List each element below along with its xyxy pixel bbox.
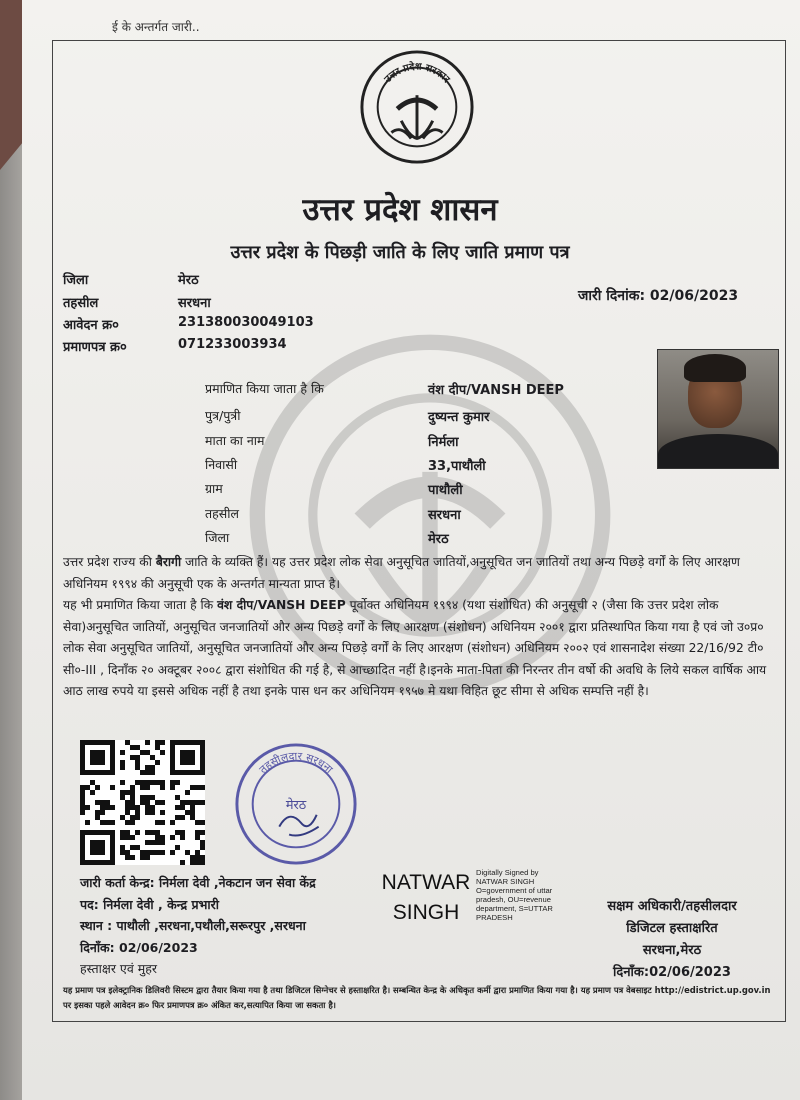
meta-label-application-no: आवेदन क्र०	[63, 318, 119, 333]
issuer-date: दिनाँक: 02/06/2023	[80, 940, 198, 955]
meta-label-district: जिला	[63, 273, 89, 288]
detail-value-district: मेरठ	[428, 532, 449, 547]
detail-value-name: वंश दीप/VANSH DEEP	[428, 383, 564, 398]
meta-value-certificate-no: 071233003934	[178, 337, 287, 352]
paragraph-certification	[63, 595, 769, 703]
page-title: उत्तर प्रदेश शासन	[302, 192, 498, 228]
detail-label: ग्राम	[205, 481, 223, 496]
svg-text:उत्तर प्रदेश सरकार: उत्तर प्रदेश सरकार	[382, 61, 452, 86]
issuer-place: स्थान : पाथौली ,सरधना,पथौली,सरूरपुर ,सरधना	[80, 918, 306, 933]
authority-digital-signed: डिजिटल हस्ताक्षरित	[626, 921, 718, 936]
caste-name: बैरागी	[155, 555, 182, 569]
digital-signature-details: Digitally Signed by NATWAR SINGH O=government of uttar pradesh, OU=revenue department, S=UTTAR PRADESH	[476, 868, 553, 922]
issuing-center: जारी कर्ता केन्द्र: निर्मला देवी ,नेकटान जन सेवा केंद्र	[80, 875, 316, 890]
applicant-photo	[657, 349, 779, 469]
authority-date: दिनाँक:02/06/2023	[613, 965, 731, 980]
footer-note: यह प्रमाण पत्र इलेक्ट्रानिक डिलिवरी सिस्टम द्वारा तैयार किया गया है तथा डिजिटल सिग्नेचर से हस्ताक्षरित है। सम्बन्धित केन्द्र के अधिकृत कर्मी द्वारा प्रमाणित किया गया है। यह प्रमाण पत्र वेबसाइट http://edistrict.up.gov.in पर इसका पहले आवेदन क्र० फिर प्रमाणपत्र क्र० अंकित कर,सत्यापित किया जा सकता है।	[63, 985, 771, 1010]
office-seal-stamp	[232, 740, 360, 868]
stamp-center-text: मेरठ	[285, 797, 307, 813]
signer-first-name: NATWAR	[381, 871, 471, 894]
paragraph-text: जाति के व्यक्ति हैं। यह उत्तर प्रदेश लोक सेवा अनुसूचित जातियों,अनुसूचित जन जातियों तथा अन्य पिछड़े वर्गों के लिए आरक्षण अधिनियम १९९४ की अनुसूची एक के अन्तर्गत मान्यता प्राप्त है।	[63, 555, 740, 591]
qr-code	[80, 740, 205, 865]
authority-place: सरधना,मेरठ	[642, 943, 702, 958]
detail-label: निवासी	[205, 457, 238, 472]
detail-label: जिला	[205, 530, 230, 545]
detail-label: प्रमाणित किया जाता है कि	[205, 381, 324, 396]
meta-label-tehsil: तहसील	[63, 296, 99, 311]
meta-value-application-no: 231380030049103	[178, 315, 314, 330]
detail-label: माता का नाम	[205, 433, 265, 448]
issue-date: जारी दिनांक: 02/06/2023	[578, 288, 739, 304]
svg-text:तहसीलदार सरधना: तहसीलदार सरधना	[256, 749, 336, 777]
page-subtitle: उत्तर प्रदेश के पिछड़ी जाति के लिए जाति प्रमाण पत्र	[230, 242, 570, 263]
meta-label-certificate-no: प्रमाणपत्र क्र०	[63, 340, 127, 355]
paragraph-text: पूर्वोक्त अधिनियम १९९४ (यथा संशोधित) की अनुसूची २ (जैसा कि उत्तर प्रदेश लोक सेवा)अनुसूचित जातियों, अनुसूचित जनजातियों और अन्य पिछड़े वर्गों के लिए आरक्षण (संशोधन) अधिनियम २००१ द्वारा प्रतिस्थापित किया गया है एवं जो उ०प्र० लोक सेवा अनुसूचित जातियों, अनुसूचित जनजातियों और अन्य पिछड़े वर्गों के लिए आरक्षण (संशोधन) अधिनियम २००२ एवं शासनादेश संख्या 22/16/92 टी० सी०-III , दिनाँक २० अक्टूबर २००८ द्वारा संशोधित की गई है, से आच्छादित नहीं है।इनके माता-पिता की निरन्तर तीन वर्षो की अवधि के लिये सकल वार्षिक आय आठ लाख रुपये या इससे अधिक नहीं है तथा इनके पास धन कर अधिनियम १९५७ मे यथा विहित छूट सीमा से अधिक सम्पत्ति नहीं है।	[63, 598, 767, 698]
paragraph-text: उत्तर प्रदेश राज्य की	[63, 555, 156, 569]
certificate-body	[63, 552, 769, 703]
paragraph-caste	[63, 552, 769, 595]
top-note: ई के अन्तर्गत जारी..	[112, 20, 200, 34]
detail-value-mother: निर्मला	[428, 435, 459, 450]
digital-signature-name	[380, 868, 472, 928]
meta-value-tehsil: सरधना	[178, 296, 211, 311]
applicant-name: वंश दीप/VANSH DEEP	[217, 598, 346, 612]
detail-value-village: पाथौली	[428, 483, 463, 498]
issuer-post: पद: निर्मला देवी , केन्द्र प्रभारी	[80, 897, 220, 912]
meta-value-district: मेरठ	[178, 273, 199, 288]
paragraph-text: यह भी प्रमाणित किया जाता है कि	[63, 598, 218, 612]
detail-label: पुत्र/पुत्री	[205, 408, 241, 423]
issuer-sign-label: हस्ताक्षर एवं मुहर	[80, 961, 157, 976]
detail-value-resident: 33,पाथौली	[428, 459, 486, 474]
detail-label: तहसील	[205, 506, 239, 521]
detail-value-tehsil: सरधना	[428, 508, 461, 523]
detail-value-parent: दुष्यन्त कुमार	[428, 410, 490, 425]
authority-title: सक्षम अधिकारी/तहसीलदार	[607, 899, 737, 914]
signer-last-name: SINGH	[392, 901, 460, 924]
up-govt-emblem-icon	[358, 48, 476, 166]
